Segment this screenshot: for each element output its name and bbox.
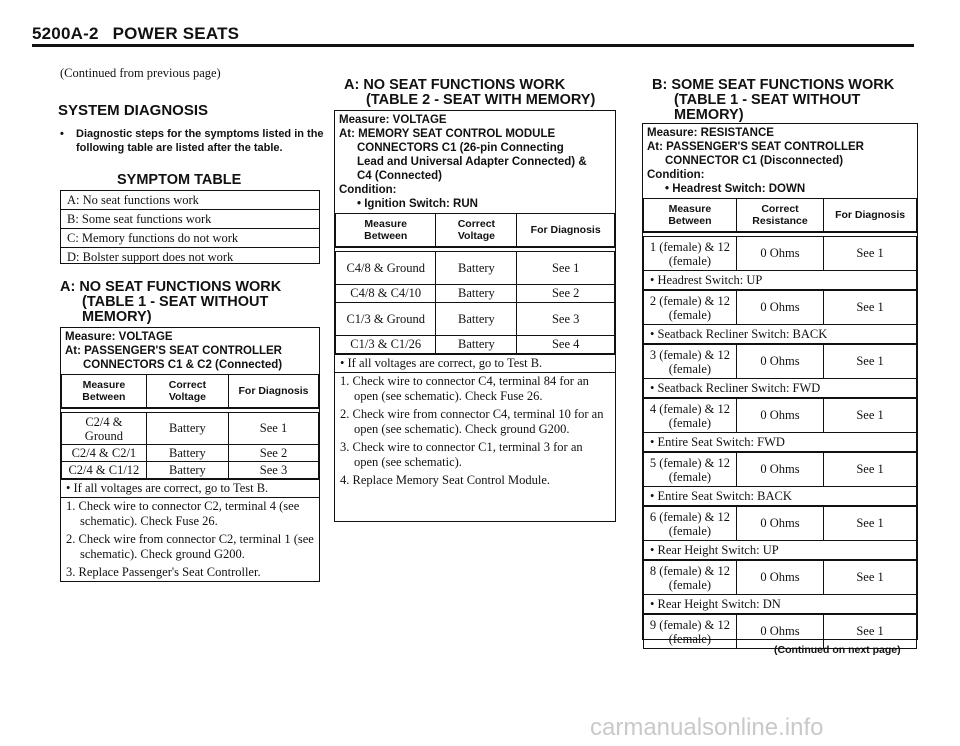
cell-a: 3 (female) & 12 (female) — [644, 345, 737, 379]
symptom-row: A: No seat functions work — [61, 191, 319, 210]
voltage-table-body — [335, 251, 615, 354]
condition-text: Seatback Recliner Switch: FWD — [657, 381, 821, 395]
cell-c: See 1 — [824, 291, 917, 325]
watermark: carmanualsonline.info — [590, 714, 824, 741]
cell-c: See 1 — [824, 615, 917, 649]
condition-row: • Headrest Switch: UP — [643, 271, 917, 290]
table-row — [643, 560, 917, 595]
th-diagnosis: For Diagnosis — [229, 375, 319, 408]
cell-c: See 1 — [824, 453, 917, 487]
table-row: C4/8 & Ground Battery See 1 — [336, 252, 615, 285]
th-correct: Correct Voltage — [146, 375, 228, 408]
test-a2-title: A: NO SEAT FUNCTIONS WORK (TABLE 2 - SEAT WITH MEMORY) — [344, 77, 596, 108]
condition-text: Entire Seat Switch: FWD — [657, 435, 785, 449]
test-note: • If all voltages are correct, go to Test B. — [335, 354, 615, 372]
cell-b: 0 Ohms — [736, 345, 823, 379]
condition-text: Headrest Switch: UP — [657, 273, 763, 287]
condition-row: • Rear Height Switch: DN — [643, 595, 917, 614]
condition-text: Rear Height Switch: UP — [657, 543, 779, 557]
cell-c: See 1 — [824, 237, 917, 271]
continued-next: (Continued on next page) — [774, 644, 901, 656]
test-b1-title: B: SOME SEAT FUNCTIONS WORK (TABLE 1 - SEAT WITHOUT MEMORY) — [652, 77, 895, 123]
steps-list: 1. Check wire to connector C2, terminal 4 (see schematic). Check Fuse 26. 2. Check wire from connector C2, terminal 1 (see schematic). Check ground G200. 3. Replace Passenger's Seat Controller. — [61, 497, 319, 580]
condition-row: • Seatback Recliner Switch: FWD — [643, 379, 917, 398]
table-row: C2/4 & C2/1 Battery See 2 — [62, 445, 319, 462]
cell-b: 0 Ohms — [736, 291, 823, 325]
box-header: Measure: VOLTAGE At: PASSENGER'S SEAT CONTROLLER CONNECTORS C1 & C2 (Connected) — [65, 331, 283, 371]
cell-a: 5 (female) & 12 (female) — [644, 453, 737, 487]
symptom-table — [60, 190, 320, 264]
test-a1-box — [60, 327, 320, 582]
resistance-table: Measure Between Correct Resistance For Diagnosis — [643, 198, 917, 232]
test-note: • If all voltages are correct, go to Test B. — [61, 479, 319, 497]
table-row — [643, 398, 917, 433]
condition-row: • Entire Seat Switch: BACK — [643, 487, 917, 506]
symptom-row: B: Some seat functions work — [61, 210, 319, 229]
test-a2-box — [334, 110, 616, 522]
system-diagnosis-title: SYSTEM DIAGNOSIS — [58, 102, 209, 119]
cell-c: See 1 — [824, 507, 917, 541]
table-row: C2/4 & C1/12 Battery See 3 — [62, 462, 319, 479]
condition-row: • Rear Height Switch: UP — [643, 541, 917, 560]
cell-b: 0 Ohms — [736, 453, 823, 487]
cell-a: 6 (female) & 12 (female) — [644, 507, 737, 541]
condition-text: Entire Seat Switch: BACK — [657, 489, 792, 503]
cell-b: 0 Ohms — [736, 615, 823, 649]
voltage-table — [61, 374, 319, 408]
cell-a: 2 (female) & 12 (female) — [644, 291, 737, 325]
table-row — [643, 344, 917, 379]
box-header: Measure: VOLTAGE At: MEMORY SEAT CONTROL MODULE CONNECTORS C1 (26-pin Connecting Lead and Universal Adapter Connected) & C4 (Connected) Condition: • Ignition Switch: RUN — [339, 114, 587, 210]
table-row — [643, 290, 917, 325]
cell-c: See 1 — [824, 399, 917, 433]
cell-b: 0 Ohms — [736, 399, 823, 433]
steps-list: 1. Check wire to connector C4, terminal 84 for an open (see schematic). Check Fuse 26. 2. Check wire from connector C4, terminal 10 for an open (see schematic). Check ground G200. 3. Check wire to connector C1, terminal 3 for an open (see schematic). 4. Replace Memory Seat Control Module. — [335, 372, 615, 488]
symptom-row: D: Bolster support does not work — [67, 250, 234, 264]
condition-text: Rear Height Switch: DN — [657, 597, 781, 611]
test-b1-box — [642, 123, 918, 646]
cell-a: 8 (female) & 12 (female) — [644, 561, 737, 595]
cell-a: 1 (female) & 12 (female) — [644, 237, 737, 271]
symptom-table-title: SYMPTOM TABLE — [117, 172, 242, 188]
voltage-table: Measure Between Correct Voltage For Diagnosis — [335, 213, 615, 247]
test-a-title: A: NO SEAT FUNCTIONS WORK (TABLE 1 - SEAT WITHOUT MEMORY) — [60, 279, 282, 325]
condition-row: • Entire Seat Switch: FWD — [643, 433, 917, 452]
table-row: C4/8 & C4/10 Battery See 2 — [336, 285, 615, 303]
box-header: Measure: RESISTANCE At: PASSENGER'S SEAT CONTROLLER CONNECTOR C1 (Disconnected) Condition: • Headrest Switch: DOWN — [647, 127, 864, 195]
table-row: C2/4 & Ground Battery See 1 — [62, 413, 319, 445]
th-measure: Measure Between — [62, 375, 147, 408]
table-row — [643, 236, 917, 271]
table-row — [643, 452, 917, 487]
cell-a: 4 (female) & 12 (female) — [644, 399, 737, 433]
cell-b: 0 Ohms — [736, 561, 823, 595]
symptom-row: C: Memory functions do not work — [61, 229, 319, 248]
diag-note: • Diagnostic steps for the symptoms listed in the following table are listed after the table. — [60, 128, 324, 154]
table-row: C1/3 & Ground Battery See 3 — [336, 303, 615, 336]
table-row — [643, 506, 917, 541]
cell-c: See 1 — [824, 345, 917, 379]
voltage-table-body — [61, 412, 319, 479]
cell-b: 0 Ohms — [736, 237, 823, 271]
section-title: POWER SEATS — [112, 24, 240, 43]
section-code: 5200A-2 — [32, 24, 99, 43]
cell-b: 0 Ohms — [736, 507, 823, 541]
resistance-groups — [643, 236, 917, 649]
page-header — [32, 24, 253, 44]
table-row: C1/3 & C1/26 Battery See 4 — [336, 336, 615, 354]
continued-from: (Continued from previous page) — [60, 66, 221, 80]
cell-a: 9 (female) & 12 (female) — [644, 615, 737, 649]
cell-c: See 1 — [824, 561, 917, 595]
header-rule — [32, 44, 914, 47]
condition-text: Seatback Recliner Switch: BACK — [657, 327, 828, 341]
condition-row: • Seatback Recliner Switch: BACK — [643, 325, 917, 344]
